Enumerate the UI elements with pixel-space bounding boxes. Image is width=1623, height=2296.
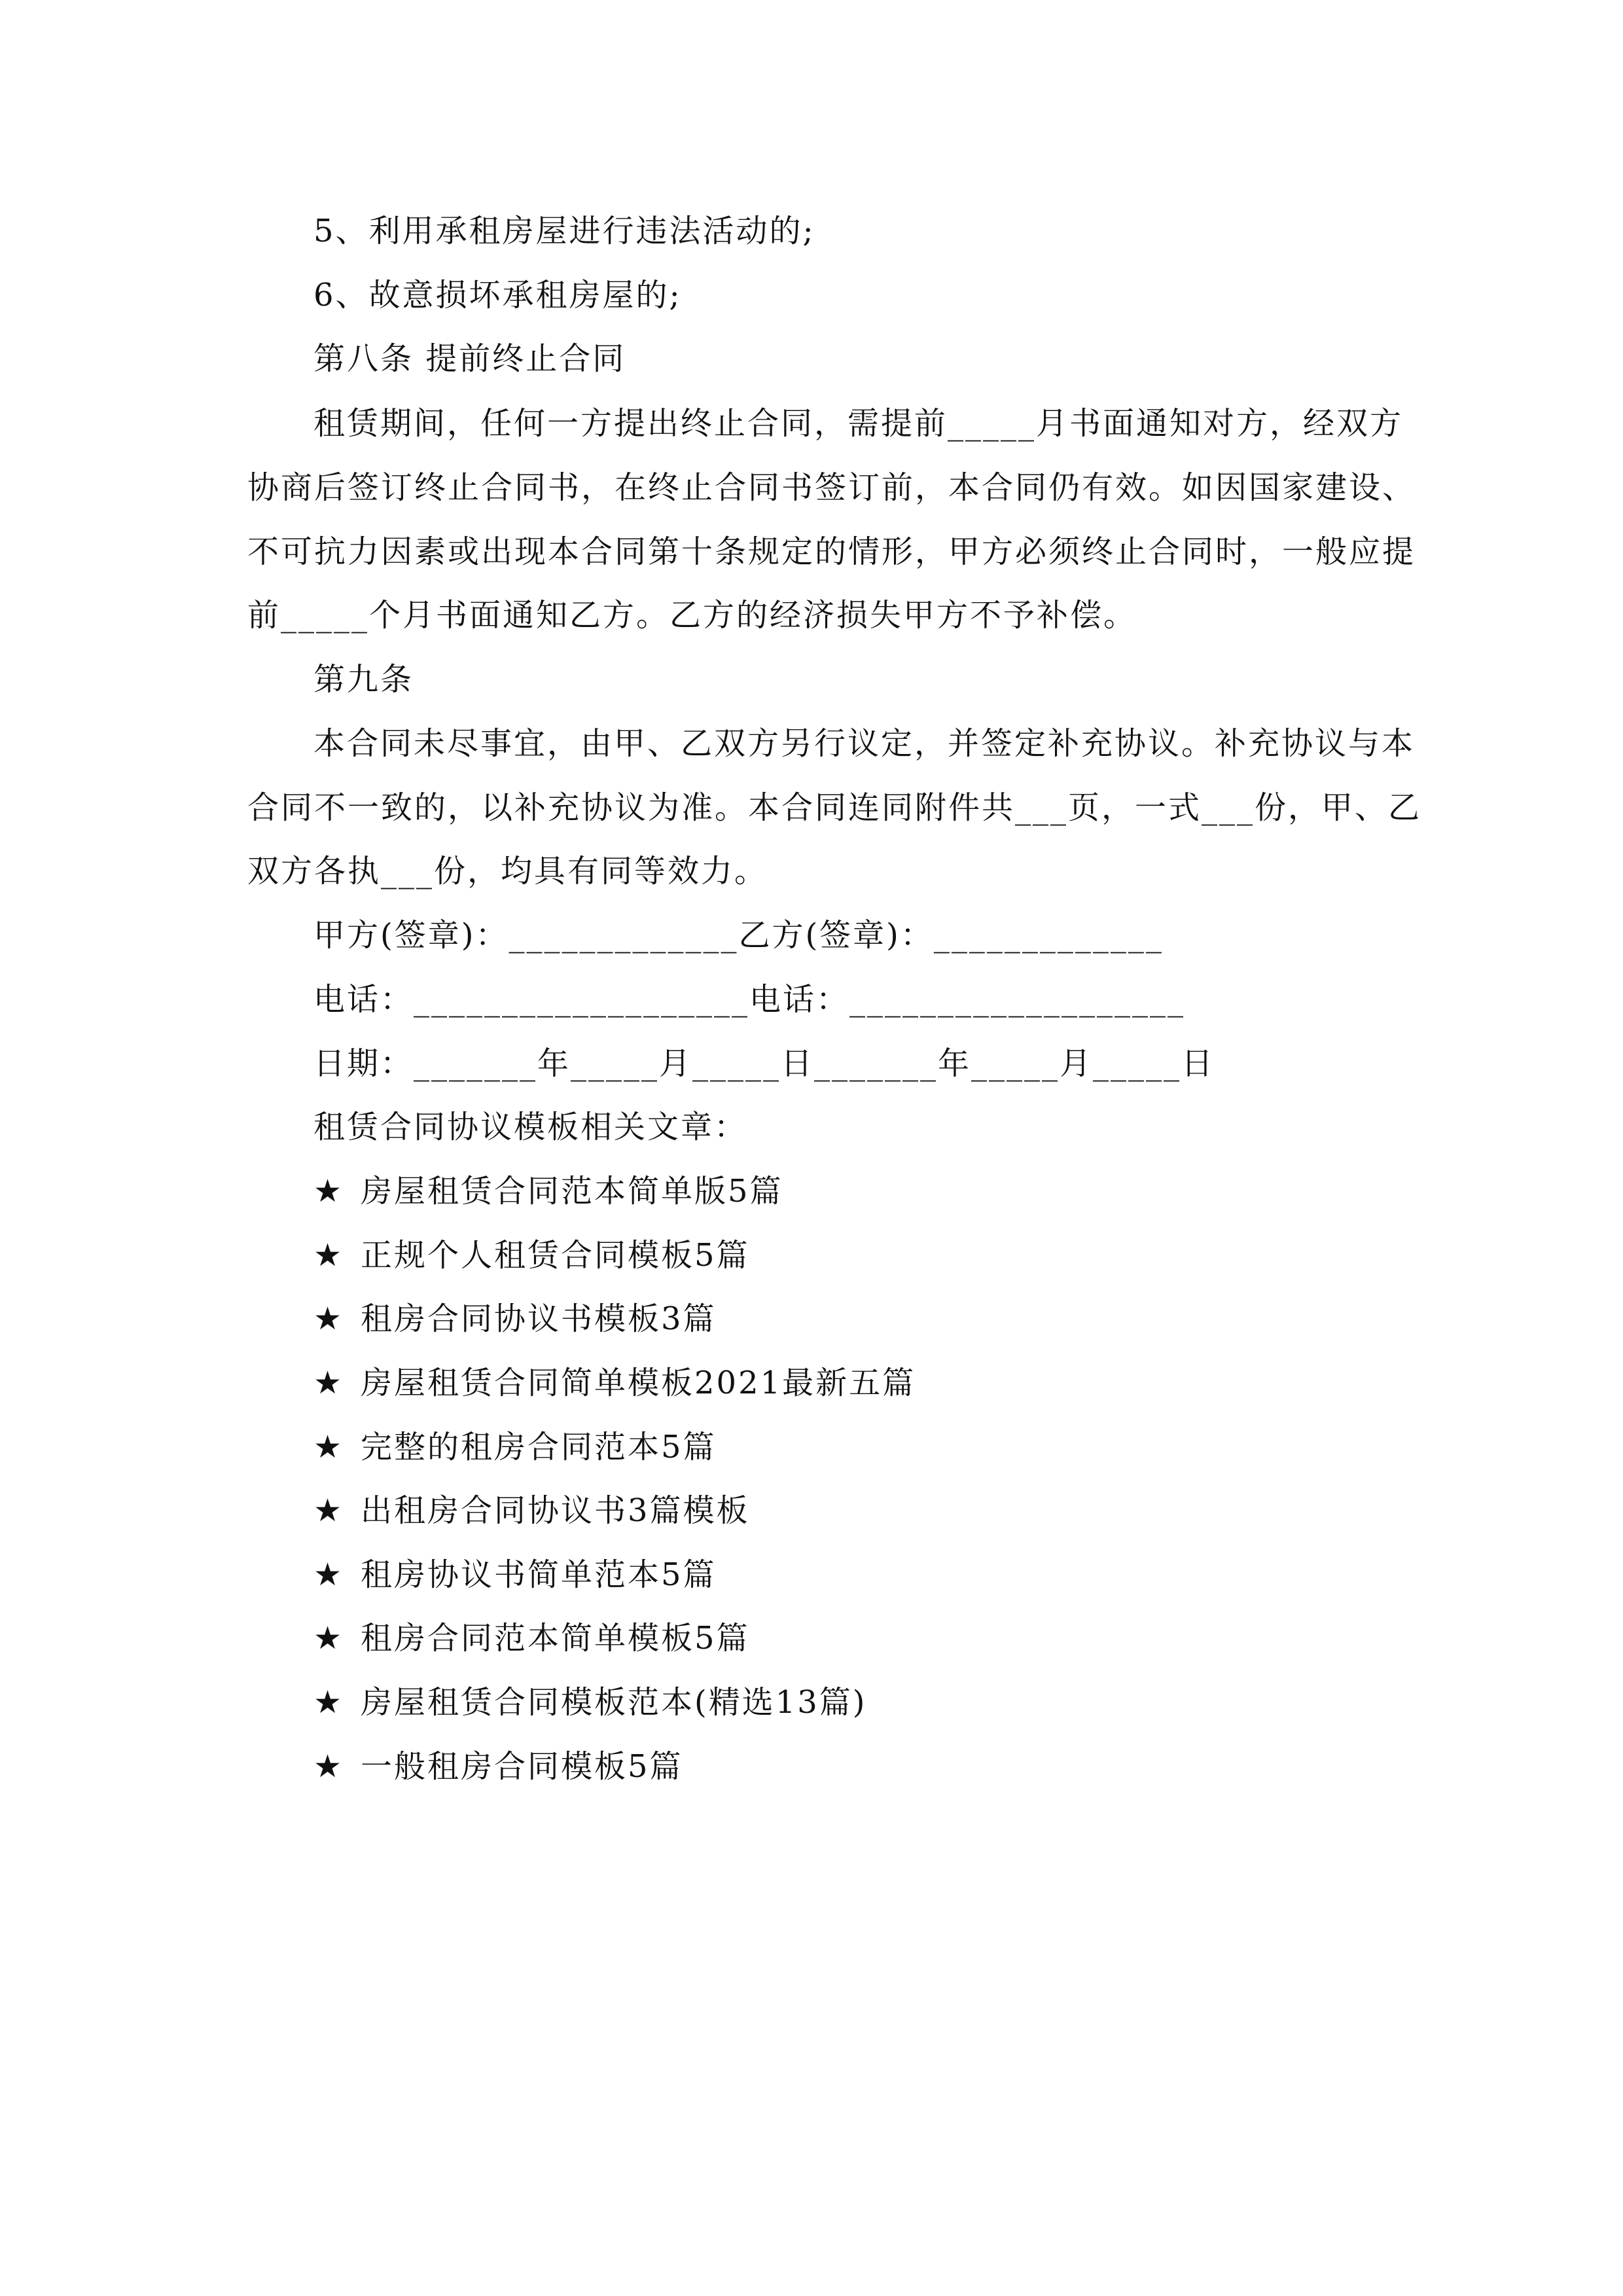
paragraph-line: 本合同未尽事宜，由甲、乙双方另行议定，并签定补充协议。补充协议与本 <box>313 725 1416 762</box>
link-text[interactable]: 房屋租赁合同模板范本(精选13篇) <box>361 1684 867 1721</box>
link-text[interactable]: 房屋租赁合同范本简单版5篇 <box>361 1173 783 1210</box>
star-icon: ★ <box>313 1684 344 1721</box>
related-article-link[interactable] <box>313 1747 1459 1786</box>
related-articles-heading: 租赁合同协议模板相关文章： <box>313 1109 748 1145</box>
related-article-link[interactable] <box>313 1491 1459 1530</box>
link-text[interactable]: 出租房合同协议书3篇模板 <box>361 1492 750 1529</box>
link-text[interactable]: 租房合同协议书模板3篇 <box>361 1300 717 1337</box>
article-8-heading: 第八条 提前终止合同 <box>313 340 626 377</box>
star-icon: ★ <box>313 1556 344 1593</box>
star-icon: ★ <box>313 1748 344 1785</box>
related-article-link[interactable] <box>313 1299 1459 1338</box>
paragraph-line: 协商后签订终止合同书，在终止合同书签订前，本合同仍有效。如因国家建设、 <box>247 469 1416 506</box>
link-text[interactable]: 房屋租赁合同简单模板2021最新五篇 <box>361 1365 916 1401</box>
related-article-link[interactable] <box>313 1172 1459 1211</box>
link-text[interactable]: 完整的租房合同范本5篇 <box>361 1429 717 1465</box>
star-icon: ★ <box>313 1365 344 1401</box>
related-article-link[interactable] <box>313 1683 1459 1722</box>
star-icon: ★ <box>313 1237 344 1274</box>
star-icon: ★ <box>313 1429 344 1465</box>
paragraph-line: 合同不一致的，以补充协议为准。本合同连同附件共___页，一式___份，甲、乙 <box>247 789 1422 826</box>
paragraph-line: 双方各执___份，均具有同等效力。 <box>247 853 768 889</box>
related-article-link[interactable] <box>313 1363 1459 1403</box>
paragraph-line: 前_____个月书面通知乙方。乙方的经济损失甲方不予补偿。 <box>247 597 1137 634</box>
link-text[interactable]: 正规个人租赁合同模板5篇 <box>361 1237 750 1274</box>
link-text[interactable]: 租房协议书简单范本5篇 <box>361 1556 717 1593</box>
star-icon: ★ <box>313 1620 344 1657</box>
clause-item-6: 6、故意损坏承租房屋的; <box>313 277 682 314</box>
star-icon: ★ <box>313 1492 344 1529</box>
paragraph-line: 租赁期间，任何一方提出终止合同，需提前_____月书面通知对方，经双方 <box>313 405 1404 442</box>
phone-line: 电话：___________________电话：___________________ <box>313 981 1186 1018</box>
date-line: 日期：_______年_____月_____日_______年_____月_____日 <box>313 1045 1215 1082</box>
related-article-link[interactable] <box>313 1555 1459 1594</box>
related-article-link[interactable] <box>313 1427 1459 1467</box>
link-text[interactable]: 租房合同范本简单模板5篇 <box>361 1620 750 1657</box>
star-icon: ★ <box>313 1173 344 1210</box>
article-9-heading: 第九条 <box>313 661 414 698</box>
signature-line: 甲方(签章)：_____________乙方(签章)：_____________ <box>313 917 1164 954</box>
star-icon: ★ <box>313 1300 344 1337</box>
related-article-link[interactable] <box>313 1619 1459 1658</box>
link-text[interactable]: 一般租房合同模板5篇 <box>361 1748 683 1785</box>
paragraph-line: 不可抗力因素或出现本合同第十条规定的情形，甲方必须终止合同时，一般应提 <box>247 533 1416 570</box>
clause-item-5: 5、利用承租房屋进行违法活动的; <box>313 213 815 249</box>
related-article-link[interactable] <box>313 1236 1459 1275</box>
